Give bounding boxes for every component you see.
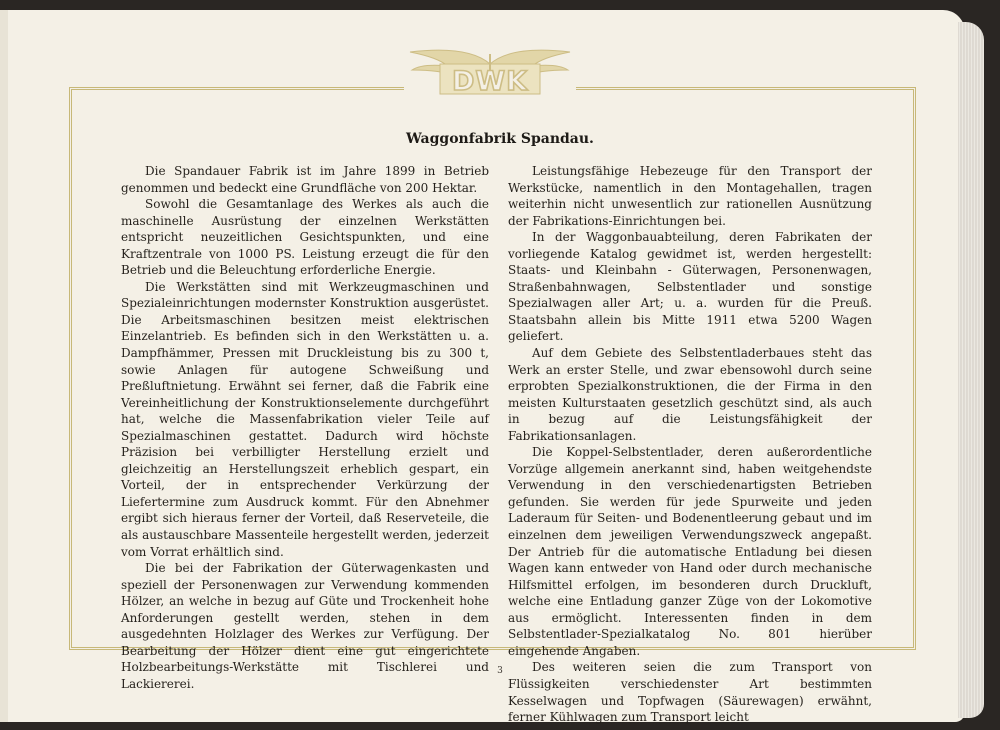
page-number: 3	[497, 666, 503, 676]
paragraph: Die Spandauer Fabrik ist im Jahre 1899 in Betrieb genommen und bedeckt eine Grundfläche von 200 Hektar.	[121, 164, 489, 195]
text-column-right	[508, 163, 872, 726]
paragraph: Die Koppel-Selbstentlader, deren außerordentliche Vorzüge allgemein anerkannt sind, haben weitgehendste Verwendung in den verschiedenartigsten Betrieben gefunden. Sie werden für jede Spurweite und jeden Laderaum für Seiten- und Bodenentleerung gebaut und im einzelnen dem jeweiligen Verwendungszweck angepaßt. Der Antrieb für die automatische Entladung bei diesen Wagen kann entweder von Hand oder durch mechanische Hilfsmittel erfolgen, im besonderen durch Druckluft, welche eine Entladung ganzer Züge von der Lokomotive aus ermöglicht. Interessenten finden in dem Selbstentlader-Spezialkatalog No. 801 hierüber eingehende Angaben.	[508, 445, 872, 658]
text-column-left	[121, 163, 489, 693]
paragraph: Sowohl die Gesamtanlage des Werkes als auch die maschinelle Ausrüstung der einzelnen Werkstätten entspricht neuzeitlichen Gesichtspunkten, und eine Kraftzentrale von 1000 PS. Leistung erzeugt die für den Betrieb und die Beleuchtung erforderliche Energie.	[121, 197, 489, 278]
page-title: Waggonfabrik Spandau.	[406, 131, 594, 147]
company-logo	[404, 44, 576, 100]
paragraph: In der Waggonbauabteilung, deren Fabrikaten der vorliegende Katalog gewidmet ist, werden hergestellt: Staats- und Kleinbahn - Güterwagen, Personenwagen, Straßenbahnwagen, Selbstentlader und sonstige Spezialwagen aller Art; u. a. wurden für die Preuß. Staatsbahn allein bis Mitte 1911 etwa 5200 Wagen geliefert.	[508, 230, 872, 344]
page-gutter	[0, 10, 8, 722]
paragraph: Auf dem Gebiete des Selbstentladerbaues steht das Werk an erster Stelle, und zwar ebensowohl durch seine erprobten Spezialkonstruktionen, die der Firma in den meisten Kulturstaaten gesetzlich geschützt sind, als auch in bezug auf die Leistungsfähigkeit der Fabrikationsanlagen.	[508, 346, 872, 443]
page-edges	[958, 22, 984, 718]
paragraph: Die bei der Fabrikation der Güterwagenkasten und speziell der Personenwagen zur Verwendung kommenden Hölzer, an welche in bezug auf Güte und Trockenheit hohe Anforderungen gestellt werden, stehen in dem ausgedehnten Holzlager des Werkes zur Verfügung. Der Bearbeitung der Hölzer dient eine gut eingerichtete Holzbearbeitungs-Werkstätte mit Tischlerei und Lackiererei.	[121, 561, 489, 691]
paragraph: Leistungsfähige Hebezeuge für den Transport der Werkstücke, namentlich in den Montagehallen, tragen weiterhin nicht unwesentlich zur rationellen Ausnützung der Fabrikations-Einrichtungen bei.	[508, 164, 872, 228]
paragraph: Des weiteren seien die zum Transport von Flüssigkeiten verschiedenster Art bestimmten Kesselwagen und Topfwagen (Säurewagen) erwähnt, ferner Kühlwagen zum Transport leicht	[508, 660, 872, 725]
paragraph: Die Werkstätten sind mit Werkzeugmaschinen und Spezialeinrichtungen modernster Konstruktion ausgerüstet. Die Arbeitsmaschinen besitzen meist elektrischen Einzelantrieb. Es befinden sich in den Werkstätten u. a. Dampfhämmer, Pressen mit Druckleistung bis zu 300 t, sowie Anlagen für autogene Schweißung und Preßluftnietung. Erwähnt sei ferner, daß die Fabrik eine Vereinheitlichung der Konstruktionselemente durchgeführt hat, welche die Massenfabrikation vieler Teile auf Spezialmaschinen gestattet. Dadurch wird höchste Präzision bei verbilligter Herstellung erzielt und gleichzeitig an Herstellungszeit erheblich gespart, ein Vorteil, der in entsprechender Verkürzung der Liefertermine zum Ausdruck kommt. Für den Abnehmer ergibt sich hieraus ferner der Vorteil, daß Reserveteile, die als austauschbare Massenteile hergestellt werden, jederzeit vom Vorrat erhältlich sind.	[121, 279, 489, 559]
logo-monogram: DWK	[451, 66, 529, 97]
